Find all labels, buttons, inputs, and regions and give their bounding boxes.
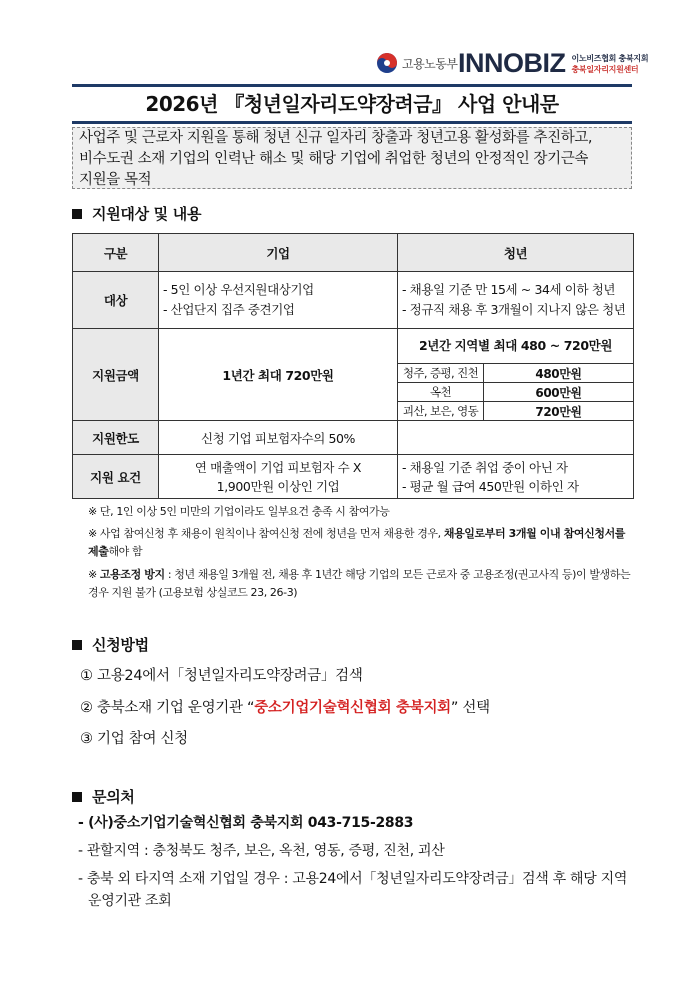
header-category: 구분: [73, 234, 159, 272]
note-3-emphasis: 고용조정 방지: [99, 568, 165, 581]
region-amount: 480만원: [484, 364, 634, 383]
section-heading-apply: [72, 634, 149, 655]
region-table: [397, 363, 634, 421]
region-amount: 720만원: [484, 402, 634, 421]
section-heading-support: [72, 203, 201, 224]
section-heading-text: 신청방법: [92, 636, 149, 654]
title-bottom-rule: [72, 121, 632, 124]
step-2-highlight: 중소기업기술혁신협회 충북지회: [254, 700, 451, 716]
intro-box: 사업주 및 근로자 지원을 통해 청년 신규 일자리 창출과 청년고용 활성화를 추진하고, 비수도권 소재 기업의 인력난 해소 및 해당 기업에 취업한 청년의 안정적인 장기근속 지원을 목적: [72, 127, 632, 189]
list-item: - 채용일 기준 만 15세 ~ 34세 이하 청년: [402, 282, 616, 297]
innobiz-subtitle-1: 이노비즈협회 충북지회: [571, 53, 649, 63]
cell-target-company: [159, 272, 398, 329]
cell-amount-company: 1년간 최대 720만원: [159, 329, 398, 421]
list-item: - 채용일 기준 취업 중이 아닌 자: [402, 459, 568, 475]
cell-requirement-youth: [398, 455, 634, 499]
youth-amount-title: 2년간 지역별 최대 480 ~ 720만원: [419, 338, 612, 353]
region-name: 괴산, 보은, 영동: [398, 402, 484, 421]
taeguk-logo-icon: [376, 52, 398, 74]
header-company: 기업: [159, 234, 398, 272]
region-name: 옥천: [398, 383, 484, 402]
contact-region: - 관할지역 : 충청북도 청주, 보은, 옥천, 영동, 증평, 진천, 괴산: [78, 843, 445, 859]
apply-step-3: ③ 기업 참여 신청: [80, 731, 188, 747]
note-1: ※ 단, 1인 이상 5인 미만의 기업이라도 일부요건 충족 시 참여가능: [88, 505, 390, 518]
innobiz-wordmark: INNOBIZ: [458, 48, 566, 78]
contact-phone: - (사)중소기업기술혁신협회 충북지회 043-715-2883: [78, 815, 414, 831]
note-3-mark: ※: [88, 568, 100, 581]
square-bullet-icon: [72, 792, 82, 802]
list-item: - 정규직 채용 후 3개월이 지나지 않은 청년: [402, 302, 626, 317]
row-label-limit: 지원한도: [73, 421, 159, 455]
square-bullet-icon: [72, 640, 82, 650]
table-row: [398, 364, 634, 383]
title-top-rule: [72, 84, 632, 87]
table-row-target: [73, 272, 634, 329]
note-2-emphasis: 채용일로부터 3개월 이내 참여신청서를 제출: [88, 527, 626, 558]
list-item: - 5인 이상 우선지원대상기업: [163, 282, 314, 297]
region-name: 청주, 증평, 진천: [398, 364, 484, 383]
section-heading-text: 문의처: [92, 788, 135, 806]
row-label-requirement: 지원 요건: [73, 455, 159, 499]
note-3: [88, 566, 636, 602]
cell-limit-company: 신청 기업 피보험자수의 50%: [159, 421, 398, 455]
table-row: [398, 383, 634, 402]
cell-requirement-company: [159, 455, 398, 499]
section-heading-contact: [72, 786, 135, 807]
row-label-amount: 지원금액: [73, 329, 159, 421]
header-youth: 청년: [398, 234, 634, 272]
section-heading-text: 지원대상 및 내용: [92, 205, 202, 223]
list-item: - 산업단지 집주 중견기업: [163, 302, 295, 317]
note-3-text: : 청년 채용일 3개월 전, 채용 후 1년간 해당 기업의 모든 근로자 중 고용조정(권고사직 등)이 발생하는 경우 지원 불가 (고용보험 상실코드 23, 26-3): [88, 568, 631, 599]
row-label-target: 대상: [73, 272, 159, 329]
requirement-line: 1,900만원 이상인 기업: [216, 478, 340, 494]
innobiz-logo: [458, 48, 648, 79]
contact-other: - 충북 외 타지역 소재 기업일 경우 : 고용24에서「청년일자리도약장려금」검색 후 해당 지역 운영기관 조회: [78, 871, 628, 909]
table-row-amount: [73, 329, 634, 421]
region-amount: 600만원: [484, 383, 634, 402]
moel-logo-text: 고용노동부: [402, 56, 458, 71]
cell-limit-youth: [398, 421, 634, 455]
innobiz-subtitle-2: 충북일자리지원센터: [571, 64, 639, 74]
page-title: 2026년 『청년일자리도약장려금』 사업 안내문: [145, 92, 559, 116]
square-bullet-icon: [72, 209, 82, 219]
table-row-requirement: [73, 455, 634, 499]
table-row-limit: [73, 421, 634, 455]
note-2-suffix: 해야 함: [108, 545, 143, 558]
table-row: [398, 402, 634, 421]
support-table: [72, 233, 634, 499]
table-header-row: [73, 234, 634, 272]
note-2: [88, 525, 636, 561]
apply-step-1: ① 고용24에서「청년일자리도약장려금」검색: [80, 668, 363, 684]
cell-target-youth: [398, 272, 634, 329]
apply-step-2: [80, 696, 490, 717]
step-2-suffix: ” 선택: [450, 700, 490, 716]
list-item: - 평균 월 급여 450만원 이하인 자: [402, 478, 579, 494]
requirement-line: 연 매출액이 기업 피보험자 수 X: [194, 459, 362, 475]
note-2-text: ※ 사업 참여신청 후 채용이 원칙이나 참여신청 전에 청년을 먼저 채용한 경우,: [88, 527, 444, 540]
step-2-text: ② 충북소재 기업 운영기관 “: [80, 700, 255, 716]
cell-amount-youth: [398, 329, 634, 421]
moel-logo: [376, 50, 457, 76]
